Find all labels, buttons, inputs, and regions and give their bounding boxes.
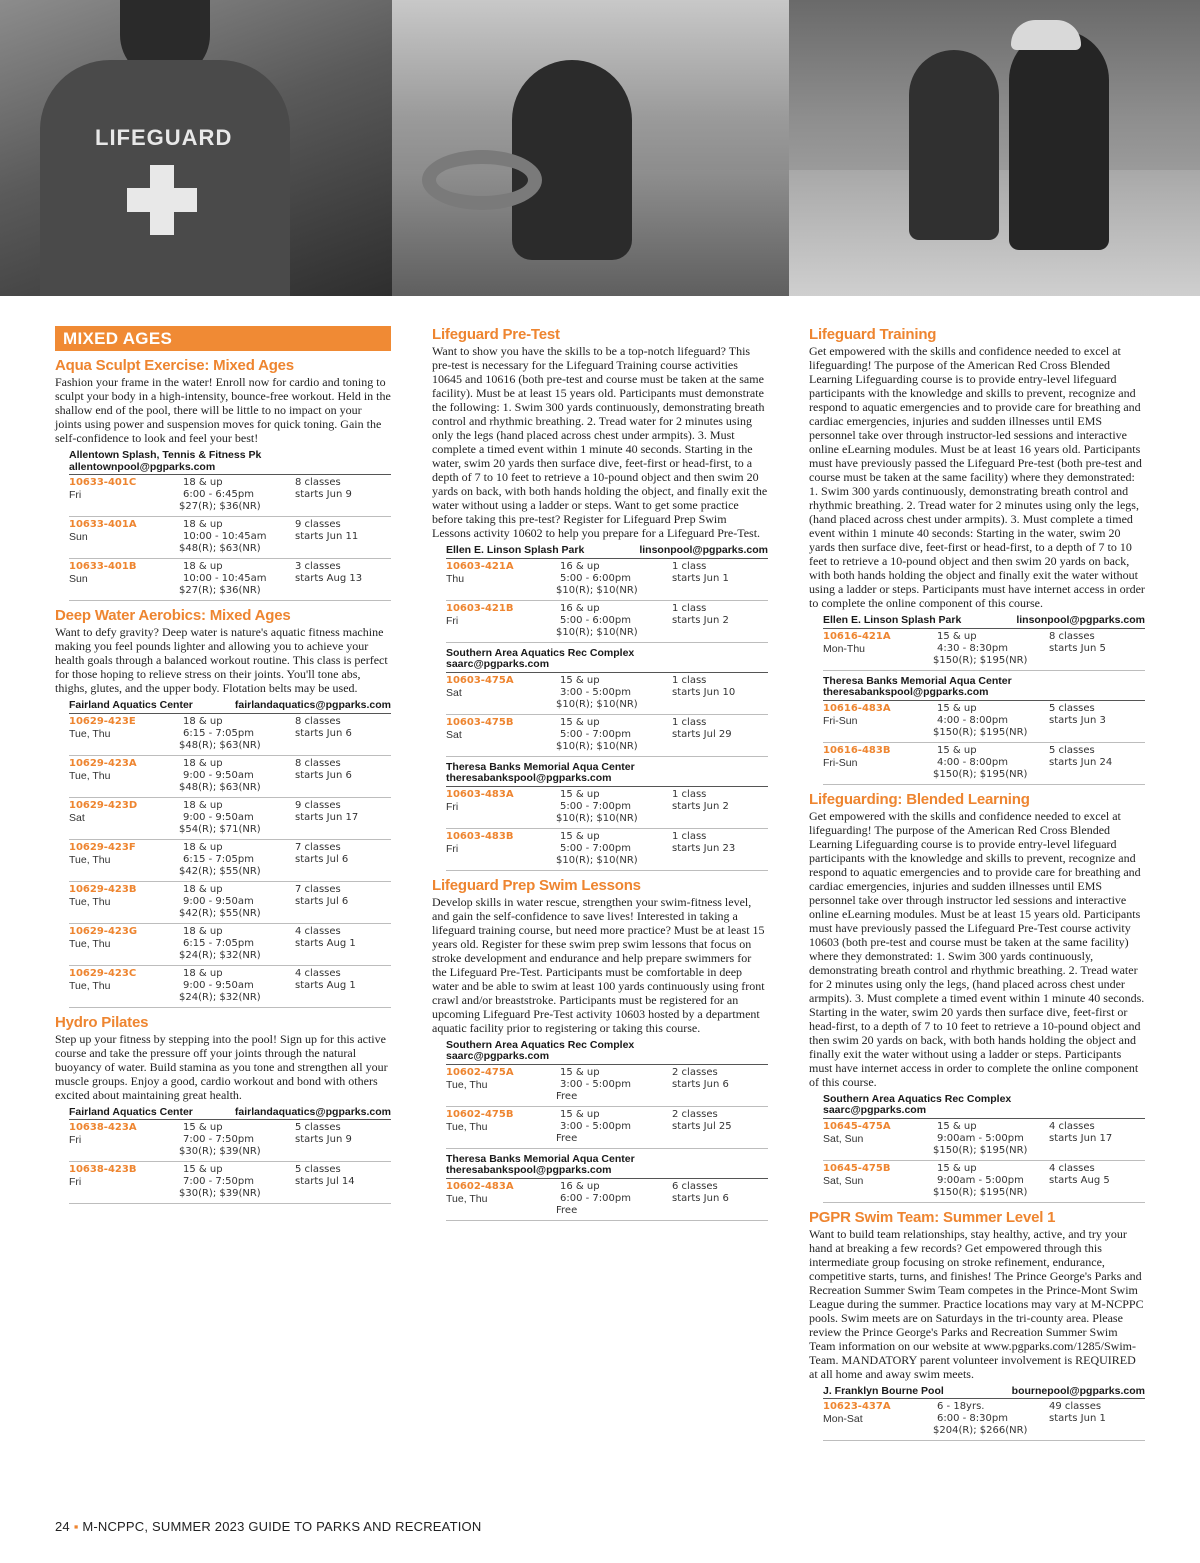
class-fee: $10(R); $10(NR): [556, 812, 638, 824]
page-footer: [55, 1519, 481, 1534]
activity-code[interactable]: 10629-423G: [69, 925, 138, 937]
program-title: Lifeguarding: Blended Learning: [809, 790, 1030, 808]
activity-code[interactable]: 10629-423F: [69, 841, 136, 853]
class-list: [809, 629, 1145, 671]
activity-code[interactable]: 10629-423A: [69, 757, 137, 769]
class-count: 8 classes: [1049, 630, 1095, 642]
column-middle: [432, 326, 768, 1221]
class-row[interactable]: [69, 966, 391, 1008]
meeting-days: Fri: [69, 489, 82, 501]
class-fee: $10(R); $10(NR): [556, 626, 638, 638]
activity-code[interactable]: 10602-475B: [446, 1108, 514, 1120]
meeting-days: Fri-Sun: [823, 714, 858, 727]
lifeguard-instructors-photo: [789, 0, 1200, 296]
class-row[interactable]: [446, 601, 768, 643]
start-date: starts Jun 6: [295, 727, 352, 739]
class-fee: $150(R); $195(NR): [933, 768, 1028, 780]
activity-code[interactable]: 10629-423D: [69, 799, 138, 811]
age-range: 16 & up: [560, 560, 600, 572]
class-row[interactable]: [69, 756, 391, 798]
meeting-days: Sat: [446, 686, 462, 699]
class-row[interactable]: [446, 559, 768, 601]
class-row[interactable]: [69, 798, 391, 840]
class-count: 8 classes: [295, 715, 341, 727]
class-time: 7:00 - 7:50pm: [183, 1176, 254, 1187]
class-fee: $150(R); $195(NR): [933, 1186, 1028, 1198]
meeting-days: Sat: [446, 728, 462, 741]
meeting-days: Fri: [446, 842, 459, 855]
location-email[interactable]: fairlandaquatics@pgparks.com: [234, 699, 391, 711]
class-fee: $10(R); $10(NR): [556, 698, 638, 710]
class-count: 8 classes: [295, 477, 341, 488]
start-date: starts Jun 9: [295, 1134, 352, 1145]
age-range: 15 & up: [560, 716, 600, 728]
meeting-days: Fri: [446, 800, 459, 813]
class-list: [809, 1399, 1145, 1441]
class-fee: $54(R); $71(NR): [179, 823, 261, 835]
class-count: 4 classes: [1049, 1162, 1095, 1174]
activity-code[interactable]: 10638-423B: [69, 1164, 137, 1175]
class-count: 5 classes: [295, 1164, 341, 1175]
class-list: [55, 475, 391, 601]
class-fee: $10(R); $10(NR): [556, 740, 638, 752]
class-fee: $48(R); $63(NR): [179, 543, 261, 554]
class-row[interactable]: [823, 743, 1145, 785]
class-list: [432, 1179, 768, 1221]
age-range: 15 & up: [937, 1120, 977, 1132]
activity-code[interactable]: 10603-475B: [446, 716, 514, 728]
start-date: starts Jun 17: [1049, 1132, 1113, 1144]
location-email[interactable]: saarc@pgparks.com: [823, 1104, 927, 1116]
age-range: 15 & up: [560, 674, 600, 686]
age-range: 18 & up: [183, 561, 223, 572]
program-title: PGPR Swim Team: Summer Level 1: [809, 1208, 1056, 1226]
class-fee: $30(R); $39(NR): [179, 1188, 261, 1199]
age-range: 15 & up: [937, 1162, 977, 1174]
class-list: [55, 1120, 391, 1204]
class-time: 6:00 - 7:00pm: [560, 1192, 631, 1204]
age-range: 18 & up: [183, 519, 223, 530]
program-description: Get empowered with the skills and confidence needed to excel at lifeguarding! The purpose of the American Red Cross Blended Learning Lifeguarding course is to provide entry-level lifeguard participants with the knowledge and skills to prevent, recognize and respond to aquatic emergencies and to provide care for breathing and cardiac emergencies, injuries and sudden illnesses until EMS personnel take over through instructor led sessions and interactive online eLearning modules. Must be at least 15 years old. Participants must have previously passed the Lifeguard Pre-Test course activity 10603 (both pre-test and course must be taken at the same facility) where they demonstrated: 1. Swim 300 yards continuously, demonstrating breath control and rhythmic breathing. 2. Tread water for 2 minutes using only the legs, (hand placed across chest under armpits). 3. Must complete a timed event within 1 minute 40 seconds. Starting in the water, swim 20 yards then surface dive, feet-first or head-first, to a depth of 7 to 10 feet to retrieve a 10-pound object and then swim 20 yards on back, with both hands holding the object and finally exit the water without using a ladder or steps. Participants must have internet access in order to complete the online component of this course.: [809, 808, 1145, 1089]
meeting-days: Tue, Thu: [69, 937, 111, 950]
start-date: starts Jun 5: [1049, 642, 1106, 654]
start-date: starts Jun 17: [295, 811, 359, 823]
class-fee: $30(R); $39(NR): [179, 1146, 261, 1157]
class-row[interactable]: [823, 629, 1145, 671]
activity-code[interactable]: 10616-483B: [823, 744, 891, 756]
class-count: 4 classes: [295, 967, 341, 979]
activity-code[interactable]: 10638-423A: [69, 1122, 137, 1133]
class-row[interactable]: [823, 1399, 1145, 1441]
activity-code[interactable]: 10633-401C: [69, 477, 137, 488]
meeting-days: Fri: [446, 614, 459, 627]
start-date: starts Jun 1: [672, 572, 729, 584]
activity-code[interactable]: 10616-483A: [823, 702, 891, 714]
class-row[interactable]: [446, 787, 768, 829]
class-count: 4 classes: [295, 925, 341, 937]
activity-code[interactable]: 10623-437A: [823, 1401, 891, 1412]
meeting-days: Sat: [69, 811, 85, 824]
start-date: starts Jun 3: [1049, 714, 1106, 726]
activity-code[interactable]: 10602-475A: [446, 1066, 514, 1078]
location-header: [446, 1154, 768, 1179]
program-description: Want to defy gravity? Deep water is nature's aquatic fitness machine making you feel pounds lighter and allowing you to achieve your health goals through a balanced workout routine. This class is perfect for those hoping to relieve stress on their joints. You'll tone abs, thighs, glutes, and the upper body. Flotation belts may be used.: [55, 625, 388, 695]
class-time: 5:00 - 7:00pm: [560, 728, 631, 740]
class-row[interactable]: [69, 1162, 391, 1204]
class-time: 9:00am - 5:00pm: [937, 1174, 1024, 1186]
age-range: 15 & up: [560, 830, 600, 842]
location-header: [823, 615, 1145, 629]
location-email[interactable]: theresabankspool@pgparks.com: [446, 1164, 612, 1176]
activity-code[interactable]: 10629-423C: [69, 967, 137, 979]
class-time: 4:00 - 8:00pm: [937, 756, 1008, 768]
class-time: 3:00 - 5:00pm: [560, 1078, 631, 1090]
lifeguard-shirt-text: LIFEGUARD: [95, 125, 233, 150]
activity-code[interactable]: 10602-483A: [446, 1180, 514, 1192]
location-header: [446, 648, 768, 673]
class-fee: $150(R); $195(NR): [933, 1144, 1028, 1156]
class-list: [432, 559, 768, 643]
activity-code[interactable]: 10633-401A: [69, 519, 137, 530]
start-date: starts Jun 9: [295, 489, 352, 500]
location-name: Allentown Splash, Tennis & Fitness Pk: [69, 449, 262, 461]
class-count: 3 classes: [295, 561, 341, 572]
location-name: Fairland Aquatics Center: [69, 1105, 193, 1118]
class-list: [432, 1065, 768, 1149]
activity-code[interactable]: 10616-421A: [823, 630, 891, 642]
start-date: starts Aug 5: [1049, 1174, 1110, 1186]
class-fee: $24(R); $32(NR): [179, 991, 261, 1003]
start-date: starts Jun 10: [672, 686, 736, 698]
meeting-days: Sat, Sun: [823, 1174, 864, 1187]
class-count: 1 class: [672, 830, 707, 842]
program-description: Develop skills in water rescue, strengthen your swim-fitness level, and gain the self-confidence to save lives! Interested in taking a lifeguard training course, but need more practice? Must be at least 15 years old. Register for these swim prep swim lessons that focus on stroke development and endurance and help prepare swimmers for the Lifeguard Pre-Test. Participants must be comfortable in deep water and be able to swim at least 100 yards continuously using front crawl and/or breaststroke. Participants must be registered for an upcoming Lifeguard Pre-Test activity 10603 hosted by a department aquatic facility prior to registering or taking this course.: [432, 894, 765, 1035]
meeting-days: Fri: [69, 1176, 82, 1188]
meeting-days: Tue, Thu: [69, 979, 111, 992]
class-fee: Free: [556, 1204, 578, 1216]
class-row[interactable]: [823, 701, 1145, 743]
class-fee: $150(R); $195(NR): [933, 726, 1028, 738]
age-range: 16 & up: [560, 602, 600, 614]
class-time: 7:00 - 7:50pm: [183, 1134, 254, 1145]
location-header: [823, 1386, 1145, 1400]
start-date: starts Jun 2: [672, 800, 729, 812]
activity-code[interactable]: 10603-483B: [446, 830, 514, 842]
location-name: Southern Area Aquatics Rec Complex: [446, 1038, 635, 1051]
program-title: Lifeguard Prep Swim Lessons: [432, 876, 641, 894]
class-fee: $48(R); $63(NR): [179, 739, 261, 751]
location-name: Ellen E. Linson Splash Park: [823, 614, 962, 626]
program-description: Fashion your frame in the water! Enroll now for cardio and toning to sculpt your body in a high-intensity, bounce-free workout. Held in the shallow end of the pool, there will be little to no impact on your joints using power and suspension moves for quick toning. Gain the self-confidence to look and feel your best!: [55, 375, 391, 445]
class-row[interactable]: [446, 673, 768, 715]
activity-code[interactable]: 10629-423B: [69, 883, 137, 895]
class-row[interactable]: [69, 882, 391, 924]
start-date: starts Jun 6: [672, 1078, 729, 1090]
column-left: [55, 326, 391, 1204]
location-email[interactable]: bournepool@pgparks.com: [1011, 1384, 1145, 1397]
class-count: 4 classes: [1049, 1120, 1095, 1132]
class-list: [55, 714, 391, 1008]
class-row[interactable]: [69, 475, 391, 517]
program-title: Hydro Pilates: [55, 1013, 149, 1031]
meeting-days: Tue, Thu: [69, 895, 111, 908]
activity-code[interactable]: 10603-483A: [446, 788, 514, 800]
activity-code[interactable]: 10603-475A: [446, 674, 514, 686]
location-email[interactable]: saarc@pgparks.com: [446, 1050, 550, 1062]
age-range: 15 & up: [560, 1066, 600, 1078]
class-time: 5:00 - 7:00pm: [560, 842, 631, 854]
class-count: 1 class: [672, 602, 707, 614]
location-email[interactable]: linsonpool@pgparks.com: [639, 544, 768, 556]
class-count: 8 classes: [295, 757, 341, 769]
age-range: 18 & up: [183, 799, 223, 811]
start-date: starts Jun 23: [672, 842, 736, 854]
activity-code[interactable]: 10633-401B: [69, 561, 137, 572]
location-name: Theresa Banks Memorial Aqua Center: [446, 760, 635, 773]
meeting-days: Tue, Thu: [69, 727, 111, 740]
location-email[interactable]: theresabankspool@pgparks.com: [446, 772, 612, 784]
location-name: Theresa Banks Memorial Aqua Center: [823, 674, 1012, 687]
age-range: 18 & up: [183, 841, 223, 853]
class-row[interactable]: [446, 715, 768, 757]
age-range: 18 & up: [183, 967, 223, 979]
start-date: starts Aug 1: [295, 979, 356, 991]
program-description: Want to build team relationships, stay healthy, active, and try your hand at breaking a few records? Get empowered through this intermediate group focusing on stroke refinement, endurance, competitive starts, turns, and finishes! The Prince George's Parks and Recreation Summer Swim Team competes in the Prince-Mont Swim League during the summer. Practice locations may vary at M-NCPPC pools. Swim meets are on Saturdays in the tri-county area. Please review the Prince George's Parks and Recreation Summer Swim Team information on our website at www.pgparks.com/1285/Swim-Team. MANDATORY parent volunteer involvement is REQUIRED at all home and away swim meets.: [809, 1226, 1144, 1381]
program-description: Step up your fitness by stepping into the pool! Sign up for this active course and take the pressure off your joints through the natural buoyancy of water. Build stamina as you tone and strengthen all your muscle groups. Enjoy a good, cardio workout and bond with others excited about maintaining great health.: [55, 1031, 388, 1102]
location-name: J. Franklyn Bourne Pool: [823, 1384, 944, 1397]
section-banner: MIXED AGES: [55, 326, 391, 351]
class-time: 3:00 - 5:00pm: [560, 686, 631, 698]
class-time: 6:15 - 7:05pm: [183, 937, 254, 949]
age-range: 6 - 18yrs.: [937, 1401, 985, 1412]
class-count: 1 class: [672, 560, 707, 572]
start-date: starts Aug 1: [295, 937, 356, 949]
class-count: 1 class: [672, 788, 707, 800]
class-list: [432, 787, 768, 871]
class-fee: $150(R); $195(NR): [933, 654, 1028, 666]
class-time: 6:00 - 6:45pm: [183, 489, 254, 500]
meeting-days: Tue, Thu: [69, 769, 111, 782]
class-time: 3:00 - 5:00pm: [560, 1120, 631, 1132]
header-photo-strip: [0, 0, 1200, 296]
class-list: [809, 701, 1145, 785]
class-fee: $42(R); $55(NR): [179, 907, 261, 919]
class-count: 2 classes: [672, 1066, 718, 1078]
age-range: 15 & up: [937, 702, 977, 714]
start-date: starts Jun 2: [672, 614, 729, 626]
class-time: 6:00 - 8:30pm: [937, 1413, 1008, 1424]
class-count: 9 classes: [295, 519, 341, 530]
class-fee: $27(R); $36(NR): [179, 585, 261, 596]
age-range: 18 & up: [183, 757, 223, 769]
class-count: 5 classes: [295, 1122, 341, 1133]
location-name: Ellen E. Linson Splash Park: [446, 544, 585, 556]
age-range: 15 & up: [183, 1122, 223, 1133]
age-range: 15 & up: [560, 788, 600, 800]
activity-code[interactable]: 10645-475B: [823, 1162, 891, 1174]
meeting-days: Tue, Thu: [446, 1120, 488, 1133]
location-header: [69, 1107, 391, 1121]
class-count: 49 classes: [1049, 1401, 1102, 1412]
class-fee: $10(R); $10(NR): [556, 584, 638, 596]
location-header: [823, 676, 1145, 701]
start-date: starts Jul 29: [672, 728, 732, 740]
class-fee: $27(R); $36(NR): [179, 501, 261, 512]
location-name: Southern Area Aquatics Rec Complex: [446, 646, 635, 659]
class-fee: $42(R); $55(NR): [179, 865, 261, 877]
start-date: starts Aug 13: [295, 573, 363, 584]
separator: ▪: [73, 1519, 79, 1534]
activity-code[interactable]: 10629-423E: [69, 715, 136, 727]
class-row[interactable]: [69, 559, 391, 601]
class-time: 10:00 - 10:45am: [183, 531, 267, 542]
activity-code[interactable]: 10603-421B: [446, 602, 514, 614]
age-range: 18 & up: [183, 925, 223, 937]
meeting-days: Sat, Sun: [823, 1132, 864, 1145]
meeting-days: Tue, Thu: [446, 1078, 488, 1091]
activity-code[interactable]: 10603-421A: [446, 560, 514, 572]
class-count: 9 classes: [295, 799, 341, 811]
class-count: 1 class: [672, 716, 707, 728]
age-range: 15 & up: [937, 744, 977, 756]
class-time: 9:00 - 9:50am: [183, 979, 254, 991]
meeting-days: Fri-Sun: [823, 756, 858, 769]
class-row[interactable]: [446, 829, 768, 871]
age-range: 15 & up: [937, 630, 977, 642]
location-email[interactable]: theresabankspool@pgparks.com: [823, 686, 989, 698]
meeting-days: Tue, Thu: [446, 1192, 488, 1205]
location-header: [446, 1040, 768, 1065]
class-count: 7 classes: [295, 841, 341, 853]
class-time: 4:30 - 8:30pm: [937, 642, 1008, 654]
class-row[interactable]: [69, 517, 391, 559]
program-title: Lifeguard Training: [809, 326, 937, 343]
location-name: Theresa Banks Memorial Aqua Center: [446, 1152, 635, 1165]
class-time: 9:00 - 9:50am: [183, 811, 254, 823]
class-time: 6:15 - 7:05pm: [183, 853, 254, 865]
start-date: starts Jun 6: [672, 1192, 729, 1204]
start-date: starts Jun 11: [295, 531, 359, 542]
class-fee: $204(R); $266(NR): [933, 1425, 1028, 1436]
start-date: starts Jul 6: [295, 895, 349, 907]
location-header: [69, 450, 391, 475]
class-count: 6 classes: [672, 1180, 718, 1192]
meeting-days: Fri: [69, 1134, 82, 1146]
program-description: Want to show you have the skills to be a top-notch lifeguard? This pre-test is necessary for the Lifeguard Training course activities 10645 and 10616 (both pre-test and course must be taken at the same facility). Must be at least 15 years old. Participants must demonstrate the following: 1. Swim 300 yards continuously, demonstrating breath control and rhythmic breathing. 2. Tread water for 2 minutes using only the legs (hand placed across chest under armpits). 3. Must complete a timed event within 1 minute 40 seconds. Starting in the water, swim 20 yards then surface dive, feet-first or head-first, to a depth of 7 to 10 feet to retrieve a 10-pound object and then swim 20 yards on back, with both hands holding the object, and finally exit the water without using a ladder or steps. Want to get some practice before taking this pre-test? Register for Lifeguard Prep Swim Lessons activity 10602 to help you prepare for a Lifeguard Pre-Test.: [432, 344, 768, 540]
meeting-days: Thu: [446, 572, 465, 585]
location-header: [69, 700, 391, 714]
age-range: 16 & up: [560, 1180, 600, 1192]
program-title: Lifeguard Pre-Test: [432, 326, 560, 343]
age-range: 18 & up: [183, 883, 223, 895]
meeting-days: Sun: [69, 573, 88, 585]
publication-title: M-NCPPC, SUMMER 2023 GUIDE TO PARKS AND RECREATION: [82, 1519, 482, 1534]
activity-code[interactable]: 10645-475A: [823, 1120, 891, 1132]
age-range: 18 & up: [183, 477, 223, 488]
class-list: [809, 1119, 1145, 1203]
class-time: 9:00 - 9:50am: [183, 895, 254, 907]
class-row[interactable]: [446, 1107, 768, 1149]
class-row[interactable]: [69, 714, 391, 756]
start-date: starts Jul 6: [295, 853, 349, 865]
start-date: starts Jul 25: [672, 1120, 732, 1132]
location-name: Fairland Aquatics Center: [69, 699, 193, 711]
program-title: Deep Water Aerobics: Mixed Ages: [55, 607, 291, 624]
class-time: 9:00am - 5:00pm: [937, 1132, 1024, 1144]
class-row[interactable]: [446, 1065, 768, 1107]
class-fee: $10(R); $10(NR): [556, 854, 638, 866]
location-name: Southern Area Aquatics Rec Complex: [823, 1092, 1012, 1105]
class-count: 1 class: [672, 674, 707, 686]
class-count: 7 classes: [295, 883, 341, 895]
class-list: [432, 673, 768, 757]
location-email[interactable]: allentownpool@pgparks.com: [69, 460, 216, 473]
class-count: 5 classes: [1049, 744, 1095, 756]
location-header: [446, 762, 768, 787]
location-email[interactable]: linsonpool@pgparks.com: [1016, 614, 1145, 626]
rescue-tube-icon: [422, 150, 542, 210]
class-fee: Free: [556, 1090, 578, 1102]
meeting-days: Tue, Thu: [69, 853, 111, 866]
class-row[interactable]: [823, 1161, 1145, 1203]
class-time: 5:00 - 7:00pm: [560, 800, 631, 812]
class-time: 5:00 - 6:00pm: [560, 572, 631, 584]
age-range: 15 & up: [183, 1164, 223, 1175]
class-row[interactable]: [69, 1120, 391, 1162]
start-date: starts Jun 1: [1049, 1413, 1106, 1424]
class-row[interactable]: [69, 840, 391, 882]
meeting-days: Mon-Sat: [823, 1413, 863, 1425]
class-row[interactable]: [446, 1179, 768, 1221]
lifeguard-back-photo: [0, 0, 392, 296]
class-time: 5:00 - 6:00pm: [560, 614, 631, 626]
age-range: 18 & up: [183, 715, 223, 727]
page-number: 24: [55, 1519, 70, 1534]
class-count: 5 classes: [1049, 702, 1095, 714]
class-fee: $48(R); $63(NR): [179, 781, 261, 793]
start-date: starts Jun 24: [1049, 756, 1113, 768]
program-description: Get empowered with the skills and confidence needed to excel at lifeguarding! The purpose of the American Red Cross Blended Learning Lifeguarding course is to provide entry-level lifeguard participants with the knowledge and skills to prevent, recognize and respond to aquatic emergencies and to provide care for breathing and cardiac emergencies, injuries and sudden illnesses until EMS personnel take over through instructor-led sessions and interactive online eLearning modules. Must be at least 16 years old. Participants must have previously passed the Lifeguard Pre-test (both pre-test and course must be taken at the same facility) where they demonstrated: 1. Swim 300 yards continuously, demonstrating breath control and rhythmic breathing. 2. Tread water for 2 minutes using only the legs, (hand placed across chest under armpits). 3. Must complete a timed event within 1 minute 40 seconds: Starting in the water, swim 20 yards then surface dive, feet-first or head-first, to a depth of 7 to 10 feet to retrieve a 10-pound object and then swim 20 yards on back, with both hands holding the object and finally exit the water without using a ladder or steps. Participants must have internet access in order to complete the online component of this course.: [809, 344, 1145, 610]
location-email[interactable]: fairlandaquatics@pgparks.com: [234, 1105, 391, 1118]
location-header: [446, 545, 768, 559]
meeting-days: Sun: [69, 531, 88, 543]
class-row[interactable]: [823, 1119, 1145, 1161]
class-row[interactable]: [69, 924, 391, 966]
start-date: starts Jun 6: [295, 769, 352, 781]
meeting-days: Mon-Thu: [823, 642, 866, 655]
class-time: 10:00 - 10:45am: [183, 573, 267, 584]
location-email[interactable]: saarc@pgparks.com: [446, 658, 550, 670]
class-fee: Free: [556, 1132, 578, 1144]
column-right: [809, 326, 1145, 1441]
program-title: Aqua Sculpt Exercise: Mixed Ages: [55, 357, 294, 374]
start-date: starts Jul 14: [295, 1176, 355, 1187]
location-header: [823, 1094, 1145, 1119]
class-fee: $24(R); $32(NR): [179, 949, 261, 961]
class-time: 6:15 - 7:05pm: [183, 727, 254, 739]
age-range: 15 & up: [560, 1108, 600, 1120]
class-time: 4:00 - 8:00pm: [937, 714, 1008, 726]
class-time: 9:00 - 9:50am: [183, 769, 254, 781]
pool-swimmers-photo: [392, 0, 789, 296]
class-count: 2 classes: [672, 1108, 718, 1120]
